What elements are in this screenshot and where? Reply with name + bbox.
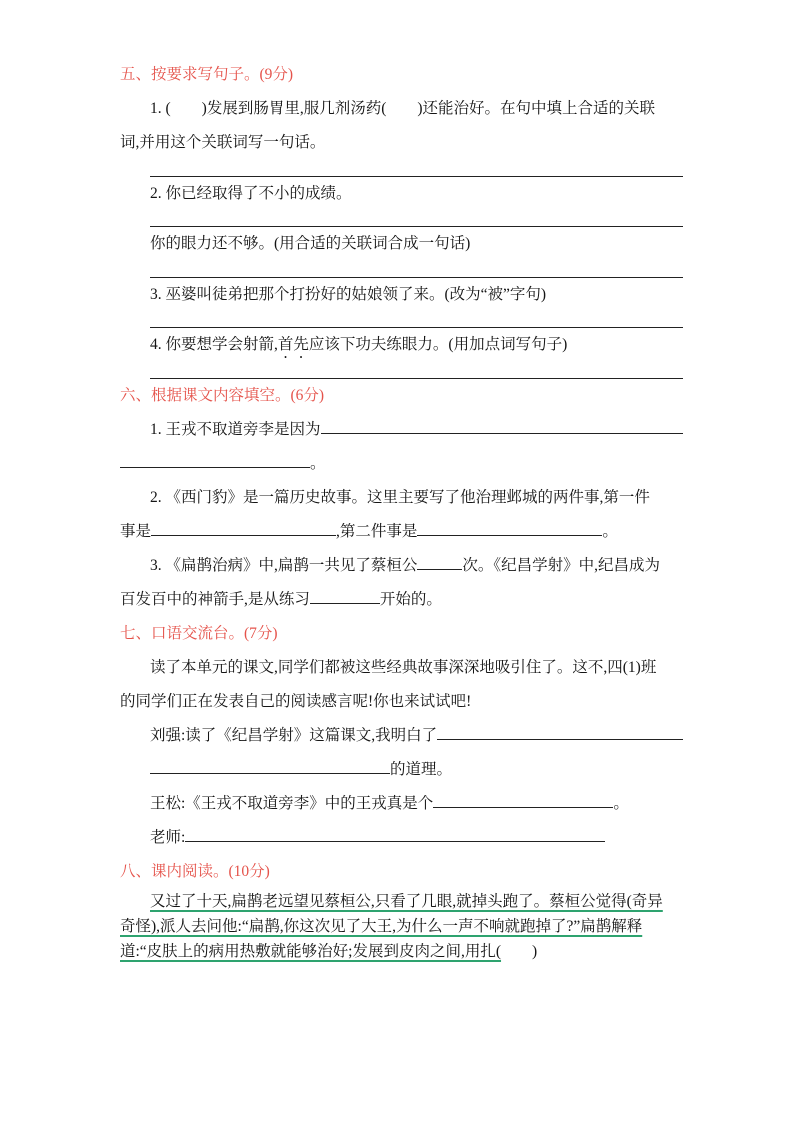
- text-run: 。: [602, 522, 618, 540]
- text-run: 3. 巫婆叫徒弟把那个打扮好的姑娘领了来。(改为“被”字句): [150, 285, 547, 303]
- answer-blank[interactable]: [150, 757, 390, 774]
- q5-3-line: [120, 278, 683, 312]
- q5-4-answer-line: [120, 362, 683, 379]
- text-run: 又过了十天,扁鹊老远望见蔡桓公,只看了几眼,就掉头跑了。蔡桓公觉得(奇异: [150, 892, 663, 910]
- text-run: 刘强:读了《纪昌学射》这篇课文,我明白了: [150, 726, 438, 744]
- answer-blank[interactable]: [417, 519, 602, 536]
- q5-2-answer-line2: [120, 261, 683, 278]
- text-run: 五、按要求写句子。(9分): [120, 66, 294, 83]
- answer-blank[interactable]: [437, 723, 683, 740]
- q5-2-line1: [120, 177, 683, 211]
- q6-1-line1: [120, 413, 683, 447]
- text-run: 2. 你已经取得了不小的成绩。: [150, 184, 352, 202]
- answer-blank[interactable]: [321, 417, 683, 434]
- text-run: 4. 你要想学会射箭,: [150, 336, 278, 353]
- text-run: 。: [310, 454, 326, 472]
- text-run: 1. ( )发展到肠胃里,服几剂汤药( )还能治好。在句中填上合适的关联: [150, 100, 656, 117]
- text-run: 百发百中的神箭手,是从练习: [120, 590, 310, 608]
- text-run: 事是: [120, 522, 152, 540]
- text-run: 次。《纪昌学射》中,纪昌成为: [462, 556, 661, 574]
- text-run: 读了本单元的课文,同学们都被这些经典故事深深地吸引住了。这不,四(1)班: [150, 658, 657, 676]
- section-7-heading: [120, 617, 683, 651]
- q8-passage-line2: [120, 914, 683, 939]
- q7-intro-line1: [120, 651, 683, 685]
- q6-3-line2: [120, 583, 683, 617]
- q7-intro-line2: [120, 685, 683, 719]
- q6-1-line2: [120, 447, 683, 481]
- section-8-heading: [120, 855, 683, 889]
- answer-blank[interactable]: [150, 362, 683, 379]
- answer-blank[interactable]: [417, 553, 462, 570]
- text-run: 应该下功夫练眼力。(用加点词写句子): [308, 336, 568, 353]
- q7-teacher-line: [120, 821, 683, 855]
- text-run: 的同学们正在发表自己的阅读感言呢!你也来试试吧!: [120, 692, 472, 710]
- q5-2-line2: [120, 227, 683, 261]
- q6-2-line1: [120, 481, 683, 515]
- q6-2-line2: [120, 515, 683, 549]
- text-run: 3. 《扁鹊治病》中,扁鹊一共见了蔡桓公: [150, 556, 418, 574]
- section-6-heading: [120, 379, 683, 413]
- text-run: 2. 《西门豹》是一篇历史故事。这里主要写了他治理邺城的两件事,第一件: [150, 488, 650, 506]
- text-run: 八、课内阅读。(10分): [120, 862, 270, 880]
- q5-4-line: [120, 328, 683, 362]
- answer-blank[interactable]: [150, 261, 683, 278]
- text-run: 词,并用这个关联词写一句话。: [120, 134, 326, 151]
- text-run: 你的眼力还不够。(用合适的关联词合成一句话): [150, 235, 471, 252]
- answer-blank[interactable]: [310, 587, 380, 604]
- q8-passage-line3: [120, 939, 683, 964]
- q5-2-answer-line1: [120, 211, 683, 228]
- text-run: 开始的。: [379, 590, 442, 608]
- text-run: 1. 王戎不取道旁李是因为: [150, 420, 321, 438]
- text-run: 道:“皮肤上的病用热敷就能够治好;发展到皮肉之间,用扎(: [120, 942, 502, 960]
- q5-3-answer-line: [120, 312, 683, 329]
- text-run: ): [501, 942, 538, 960]
- q7-wangsong-line: [120, 787, 683, 821]
- text-run: 奇怪),派人去问他:“扁鹊,你这次见了大王,为什么一声不响就跑掉了?”扁鹊解释: [120, 917, 643, 935]
- answer-blank[interactable]: [151, 519, 336, 536]
- q5-1-line2: [120, 126, 683, 160]
- text-run: 。: [613, 794, 629, 812]
- q7-liuqiang-line1: [120, 719, 683, 753]
- section-5-heading: [120, 58, 683, 92]
- answer-blank[interactable]: [433, 791, 613, 808]
- document-body: [120, 58, 683, 964]
- text-run: ,第二件事是: [336, 522, 418, 540]
- q5-1-answer-line: [120, 160, 683, 177]
- q5-1-line1: [120, 92, 683, 126]
- text-run: 七、口语交流台。(7分): [120, 624, 278, 642]
- text-run: 的道理。: [390, 760, 453, 778]
- text-run: 六、根据课文内容填空。(6分): [120, 386, 325, 404]
- answer-blank[interactable]: [150, 211, 683, 228]
- emphasized-word: 首先: [277, 336, 309, 353]
- answer-blank[interactable]: [120, 451, 310, 468]
- text-run: 王松:《王戎不取道旁李》中的王戎真是个: [150, 794, 434, 812]
- answer-blank[interactable]: [150, 312, 683, 329]
- q7-liuqiang-line2: [120, 753, 683, 787]
- answer-blank[interactable]: [150, 160, 683, 177]
- q6-3-line1: [120, 549, 683, 583]
- q8-passage-line1: [120, 889, 683, 914]
- text-run: 老师:: [150, 828, 186, 846]
- answer-blank[interactable]: [185, 825, 605, 842]
